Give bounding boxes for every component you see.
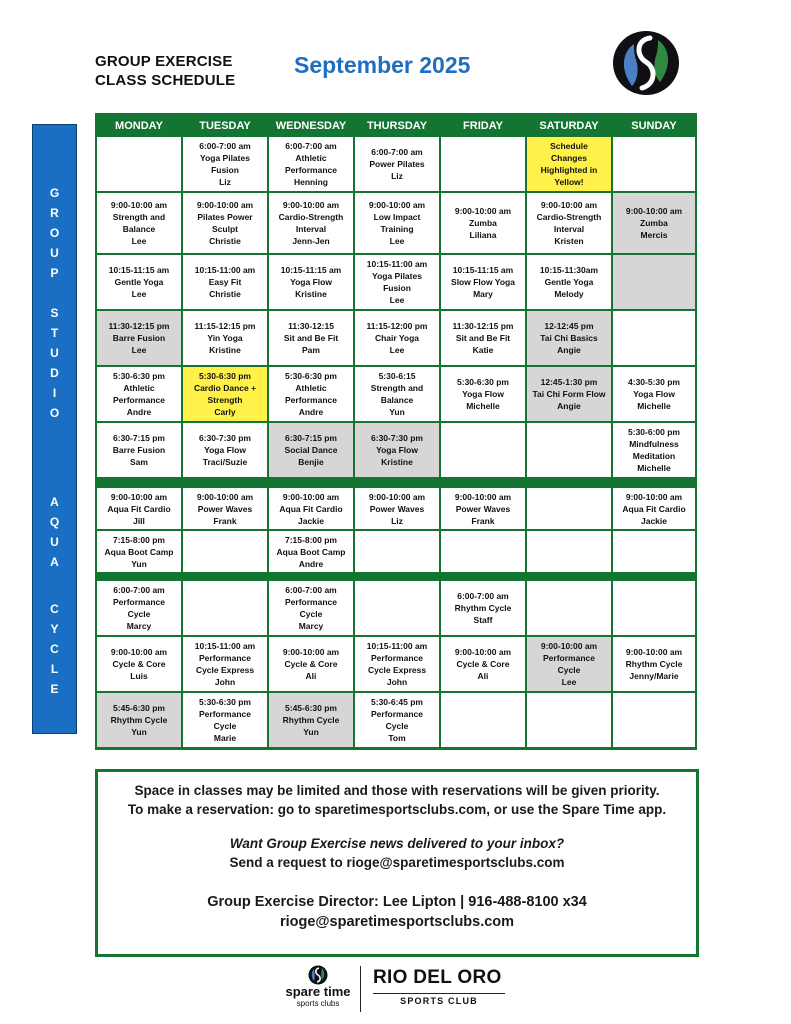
sidebar-letter: U: [50, 346, 59, 360]
sidebar-letter: T: [50, 326, 59, 340]
day-header-saturday: SATURDAY: [539, 120, 599, 132]
class-cell-cycle-wednesday: [269, 693, 353, 747]
sidebar-letter: U: [50, 246, 59, 260]
day-header-tuesday: TUESDAY: [199, 120, 251, 132]
class-text: 6:00-7:00 am Power Pilates Liz: [369, 147, 425, 181]
class-cell-group-studio-sunday: [613, 255, 695, 309]
class-cell-cycle-tuesday: [183, 637, 267, 691]
class-text: 4:30-5:30 pm Yoga Flow Michelle: [628, 377, 680, 411]
class-cell-group-studio-sunday: [613, 311, 695, 365]
class-text: 5:30-6:30 pm Athletic Performance Andre: [285, 371, 337, 417]
class-cell-aqua-tuesday: [183, 531, 267, 572]
class-cell-aqua-tuesday: [183, 488, 267, 529]
class-cell-group-studio-friday: [441, 367, 525, 421]
class-text: 12-12:45 pm Tai Chi Basics Angie: [540, 321, 598, 355]
class-text: 9:00-10:00 am Cardio-Strength Interval Jenn-Jen: [278, 200, 344, 246]
notes-box: [95, 769, 699, 957]
class-cell-group-studio-tuesday: [183, 423, 267, 477]
class-text: 9:00-10:00 am Aqua Fit Cardio Jill: [107, 491, 171, 526]
notes-line-4: Send a request to rioge@sparetimesportsclubs.com: [229, 855, 565, 870]
title-line-2: CLASS SCHEDULE: [95, 72, 236, 89]
footer-divider: [360, 966, 361, 1012]
class-text: 6:00-7:00 am Athletic Performance Henning: [285, 141, 337, 187]
class-text: 9:00-10:00 am Performance Cycle Lee: [540, 641, 598, 687]
class-text: 5:30-6:30 pm Cardio Dance + Strength Carly: [193, 371, 257, 417]
sidebar-letter: S: [50, 306, 59, 320]
class-text: 6:00-7:00 am Rhythm Cycle Staff: [454, 591, 512, 625]
class-cell-cycle-thursday: [355, 637, 439, 691]
class-cell-group-studio-friday: [441, 255, 525, 309]
class-cell-cycle-friday: [441, 581, 525, 635]
class-cell-group-studio-saturday: [527, 367, 611, 421]
class-cell-group-studio-thursday: [355, 193, 439, 253]
class-cell-group-studio-saturday: [527, 255, 611, 309]
class-cell-cycle-sunday: [613, 581, 695, 635]
class-text: 9:00-10:00 am Aqua Fit Cardio Jackie: [279, 491, 343, 526]
class-text: 9:00-10:00 am Low Impact Training Lee: [368, 200, 426, 246]
notes-line-6: rioge@sparetimesportsclubs.com: [279, 914, 515, 930]
sidebar-letter: C: [50, 602, 59, 616]
class-text: 11:15-12:15 pm Yin Yoga Kristine: [194, 321, 256, 355]
cycle-label: [33, 599, 76, 699]
class-cell-aqua-friday: [441, 531, 525, 572]
class-text: 9:00-10:00 am Cycle & Core Luis: [110, 647, 168, 681]
class-text: 10:15-11:00 am Easy Fit Christie: [194, 265, 256, 299]
day-header-sunday: SUNDAY: [631, 120, 677, 132]
class-cell-group-studio-tuesday: [183, 137, 267, 191]
class-cell-group-studio-thursday: [355, 423, 439, 477]
class-cell-aqua-saturday: [527, 531, 611, 572]
class-cell-aqua-sunday: [613, 488, 695, 529]
class-cell-group-studio-thursday: [355, 137, 439, 191]
class-text: 9:00-10:00 am Zumba Liliana: [454, 206, 512, 240]
class-text: 6:00-7:00 am Performance Cycle Marcy: [285, 585, 337, 631]
class-cell-cycle-wednesday: [269, 637, 353, 691]
class-text: 10:15-11:15 am Yoga Flow Kristine: [280, 265, 342, 299]
class-text: 5:45-6:30 pm Rhythm Cycle Yun: [282, 703, 340, 737]
class-cell-group-studio-thursday: [355, 255, 439, 309]
class-cell-cycle-friday: [441, 693, 525, 747]
aqua-label: [33, 492, 76, 572]
class-cell-group-studio-wednesday: [269, 311, 353, 365]
class-text: 6:00-7:00 am Yoga Pilates Fusion Liz: [199, 141, 251, 187]
sidebar-letter: O: [49, 406, 60, 420]
class-text: 9:00-10:00 am Power Waves Liz: [368, 491, 426, 526]
sidebar-letter: R: [50, 206, 59, 220]
class-cell-group-studio-monday: [97, 367, 181, 421]
class-cell-cycle-saturday: [527, 637, 611, 691]
sidebar-letter: A: [50, 495, 59, 509]
sidebar-letter: O: [49, 226, 60, 240]
class-text: 9:00-10:00 am Zumba Mercis: [625, 206, 683, 240]
class-cell-cycle-wednesday: [269, 581, 353, 635]
spare-time-mini-icon: [308, 965, 328, 985]
class-cell-group-studio-friday: [441, 311, 525, 365]
spare-time-footer-logo: [283, 965, 353, 1013]
class-cell-group-studio-tuesday: [183, 311, 267, 365]
sidebar-letter: [33, 283, 76, 303]
class-cell-cycle-thursday: [355, 581, 439, 635]
class-text: 11:30-12:15 pm Sit and Be Fit Katie: [452, 321, 514, 355]
sidebar-letter: A: [50, 555, 59, 569]
class-text: 5:30-6:30 pm Yoga Flow Michelle: [457, 377, 509, 411]
class-cell-cycle-tuesday: [183, 581, 267, 635]
class-cell-group-studio-tuesday: [183, 255, 267, 309]
class-text: 9:00-10:00 am Cycle & Core Ali: [454, 647, 512, 681]
class-cell-group-studio-monday: [97, 311, 181, 365]
class-text: 11:15-12:00 pm Chair Yoga Lee: [366, 321, 428, 355]
sidebar-letter: Q: [49, 515, 60, 529]
class-text: 6:00-7:00 am Performance Cycle Marcy: [113, 585, 165, 631]
class-text: 9:00-10:00 am Rhythm Cycle Jenny/Marie: [625, 647, 683, 681]
sidebar-letter: E: [50, 682, 59, 696]
class-cell-cycle-monday: [97, 637, 181, 691]
class-cell-aqua-monday: [97, 531, 181, 572]
class-text: 5:30-6:30 pm Performance Cycle Marie: [199, 697, 251, 743]
class-cell-cycle-saturday: [527, 693, 611, 747]
notes-line-5: Group Exercise Director: Lee Lipton | 916-488-8100 x34: [207, 894, 587, 910]
sidebar-letter: P: [50, 266, 59, 280]
class-cell-group-studio-monday: [97, 423, 181, 477]
notes-line-1: Space in classes may be limited and those with reservations will be given priority.: [134, 783, 660, 798]
day-header-wednesday: WEDNESDAY: [275, 120, 347, 132]
schedule-title: [95, 52, 235, 90]
class-cell-group-studio-wednesday: [269, 367, 353, 421]
class-cell-aqua-sunday: [613, 531, 695, 572]
class-text: 9:00-10:00 am Strength and Balance Lee: [110, 200, 168, 246]
class-cell-group-studio-friday: [441, 423, 525, 477]
spare-time-logo-icon: [612, 30, 680, 96]
sidebar-letter: U: [50, 535, 59, 549]
class-cell-cycle-sunday: [613, 637, 695, 691]
class-cell-group-studio-sunday: [613, 367, 695, 421]
sidebar-letter: I: [52, 386, 57, 400]
class-cell-group-studio-monday: [97, 137, 181, 191]
footer-brand-2: RIO DEL ORO: [373, 967, 502, 988]
class-cell-cycle-saturday: [527, 581, 611, 635]
class-text: 9:00-10:00 am Power Waves Frank: [454, 491, 512, 526]
class-cell-cycle-sunday: [613, 693, 695, 747]
class-text: 9:00-10:00 am Cycle & Core Ali: [282, 647, 340, 681]
class-text: 9:00-10:00 am Cardio-Strength Interval Kristen: [536, 200, 602, 246]
class-cell-group-studio-saturday: [527, 423, 611, 477]
class-text: 5:30-6:00 pm Mindfulness Meditation Michelle: [628, 427, 680, 473]
group-studio-label: [33, 183, 76, 423]
class-text: 10:15-11:15 am Slow Flow Yoga Mary: [451, 265, 515, 299]
class-text: 12:45-1:30 pm Tai Chi Form Flow Angie: [532, 377, 606, 411]
schedule-month: September 2025: [294, 52, 471, 78]
class-cell-group-studio-friday: [441, 193, 525, 253]
class-text: 6:30-7:15 pm Barre Fusion Sam: [112, 433, 166, 467]
class-cell-aqua-friday: [441, 488, 525, 529]
class-cell-group-studio-sunday: [613, 137, 695, 191]
class-text: 9:00-10:00 am Pilates Power Sculpt Christie: [196, 200, 254, 246]
class-cell-group-studio-sunday: [613, 193, 695, 253]
class-text: 5:30-6:30 pm Athletic Performance Andre: [113, 371, 165, 417]
notes-line-2: To make a reservation: go to sparetimesportsclubs.com, or use the Spare Time app.: [127, 802, 667, 817]
class-cell-group-studio-tuesday: [183, 193, 267, 253]
footer-brand-1-sub: sports clubs: [296, 999, 340, 1008]
class-cell-aqua-wednesday: [269, 488, 353, 529]
class-text: Schedule Changes Highlighted in Yellow!: [540, 141, 598, 187]
class-text: 5:45-6:30 pm Rhythm Cycle Yun: [110, 703, 168, 737]
notes-line-3: Want Group Exercise news delivered to your inbox?: [229, 836, 565, 851]
class-cell-aqua-thursday: [355, 488, 439, 529]
class-cell-aqua-saturday: [527, 488, 611, 529]
class-cell-aqua-monday: [97, 488, 181, 529]
class-cell-cycle-thursday: [355, 693, 439, 747]
footer-brand-2-sub: SPORTS CLUB: [373, 993, 505, 1006]
title-line-1: GROUP EXERCISE: [95, 53, 233, 70]
class-text: 9:00-10:00 am Aqua Fit Cardio Jackie: [622, 491, 686, 526]
class-text: 10:15-11:00 am Performance Cycle Express John: [194, 641, 256, 687]
class-cell-group-studio-thursday: [355, 311, 439, 365]
sidebar-letter: C: [50, 642, 59, 656]
class-text: 7:15-8:00 pm Aqua Boot Camp Andre: [276, 534, 346, 569]
class-cell-cycle-monday: [97, 581, 181, 635]
class-text: 6:30-7:30 pm Yoga Flow Traci/Suzie: [199, 433, 251, 467]
class-text: 10:15-11:15 am Gentle Yoga Lee: [108, 265, 170, 299]
class-cell-aqua-wednesday: [269, 531, 353, 572]
class-cell-group-studio-wednesday: [269, 423, 353, 477]
class-text: 7:15-8:00 pm Aqua Boot Camp Yun: [104, 534, 174, 569]
class-cell-group-studio-saturday: [527, 137, 611, 191]
sidebar-letter: Y: [50, 622, 59, 636]
day-header-thursday: THURSDAY: [366, 120, 428, 132]
class-cell-group-studio-wednesday: [269, 193, 353, 253]
class-cell-group-studio-thursday: [355, 367, 439, 421]
class-text: 5:30-6:45 pm Performance Cycle Tom: [371, 697, 423, 743]
sidebar-letter: L: [50, 662, 59, 676]
class-text: 10:15-11:30am Gentle Yoga Melody: [539, 265, 599, 299]
class-cell-group-studio-wednesday: [269, 255, 353, 309]
sidebar-letter: D: [50, 366, 59, 380]
day-header-friday: FRIDAY: [463, 120, 503, 132]
class-cell-group-studio-saturday: [527, 193, 611, 253]
class-cell-cycle-tuesday: [183, 693, 267, 747]
class-text: 10:15-11:00 am Performance Cycle Express John: [366, 641, 428, 687]
class-cell-cycle-friday: [441, 637, 525, 691]
class-text: 11:30-12:15 Sit and Be Fit Pam: [283, 321, 339, 355]
class-text: 10:15-11:00 am Yoga Pilates Fusion Lee: [366, 259, 428, 305]
sidebar-letter: G: [49, 186, 60, 200]
class-cell-group-studio-wednesday: [269, 137, 353, 191]
class-cell-cycle-monday: [97, 693, 181, 747]
class-text: 5:30-6:15 Strength and Balance Yun: [370, 371, 424, 417]
class-cell-group-studio-tuesday: [183, 367, 267, 421]
class-text: 9:00-10:00 am Power Waves Frank: [196, 491, 254, 526]
class-text: 6:30-7:15 pm Social Dance Benjie: [284, 433, 338, 467]
class-cell-group-studio-monday: [97, 255, 181, 309]
schedule-grid: [95, 113, 697, 750]
class-cell-group-studio-sunday: [613, 423, 695, 477]
class-text: 6:30-7:30 pm Yoga Flow Kristine: [371, 433, 423, 467]
class-cell-group-studio-monday: [97, 193, 181, 253]
footer-brand-1: spare time: [285, 984, 351, 999]
class-text: 11:30-12:15 pm Barre Fusion Lee: [108, 321, 170, 355]
section-sidebar: [32, 124, 77, 734]
class-cell-group-studio-saturday: [527, 311, 611, 365]
class-cell-aqua-thursday: [355, 531, 439, 572]
day-header-monday: MONDAY: [115, 120, 163, 132]
class-cell-group-studio-friday: [441, 137, 525, 191]
